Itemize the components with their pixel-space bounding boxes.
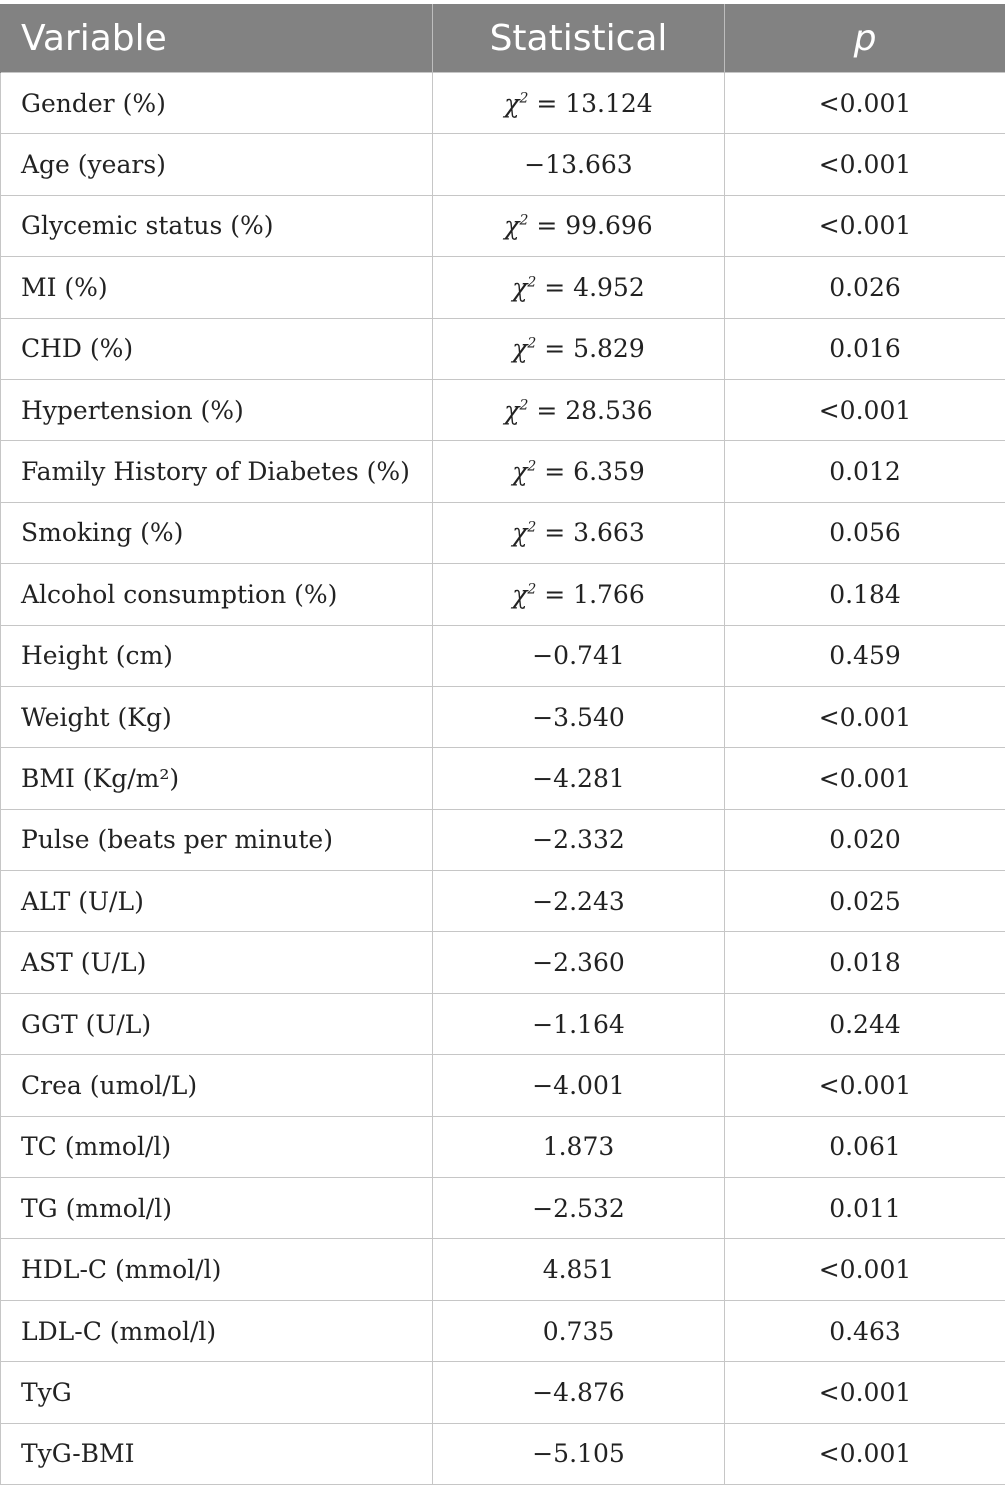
statistic-cell [433,1055,725,1116]
header-statistical: Statistical [433,4,725,73]
variable-cell: GGT (U/L) [1,993,433,1054]
variable-cell: Height (cm) [1,625,433,686]
p-value-cell: <0.001 [725,1055,1005,1116]
p-value-cell: 0.011 [725,1178,1005,1239]
p-value-cell: 0.184 [725,564,1005,625]
table-row [1,195,1005,256]
statistic-value: −5.105 [532,1439,625,1469]
table-row [1,1116,1005,1177]
statistic-cell [433,1239,725,1300]
table-row [1,1055,1005,1116]
statistic-cell [433,932,725,993]
p-value-cell: <0.001 [725,1423,1005,1484]
statistic-cell [433,871,725,932]
chi-square-symbol: $\chi^2$ [504,395,529,425]
table-row [1,809,1005,870]
variable-cell: Hypertension (%) [1,379,433,440]
variable-cell: BMI (Kg/m²) [1,748,433,809]
chi-square-symbol: $\chi^2$ [512,334,537,364]
statistic-value: = 4.952 [544,272,645,302]
table-row [1,564,1005,625]
statistic-value: = 6.359 [544,457,645,487]
statistic-cell [433,257,725,318]
p-value-cell: 0.244 [725,993,1005,1054]
statistic-value: −2.360 [532,948,625,978]
statistic-value: = 99.696 [536,211,653,241]
statistic-value: −4.876 [532,1377,625,1407]
variable-cell: Family History of Diabetes (%) [1,441,433,502]
table-row [1,1239,1005,1300]
p-value-cell: <0.001 [725,195,1005,256]
variable-cell: LDL-C (mmol/l) [1,1300,433,1361]
p-value-cell: <0.001 [725,73,1005,134]
table-row [1,932,1005,993]
chi-square-symbol: $\chi^2$ [512,579,537,609]
statistic-value: = 28.536 [536,395,653,425]
variable-cell: HDL-C (mmol/l) [1,1239,433,1300]
table-row [1,73,1005,134]
p-value-cell: <0.001 [725,686,1005,747]
variable-cell: TG (mmol/l) [1,1178,433,1239]
statistic-value: −2.243 [532,886,625,916]
p-value-cell: <0.001 [725,1362,1005,1423]
statistic-cell [433,502,725,563]
p-value-cell: <0.001 [725,134,1005,195]
statistic-cell [433,1178,725,1239]
variable-cell: TyG-BMI [1,1423,433,1484]
table-row [1,502,1005,563]
statistic-value: = 3.663 [544,518,645,548]
statistic-value: −1.164 [532,1009,625,1039]
statistic-value: 1.873 [542,1132,615,1162]
table-row [1,441,1005,502]
table-row [1,257,1005,318]
variable-cell: Weight (Kg) [1,686,433,747]
variable-cell: Smoking (%) [1,502,433,563]
statistic-cell [433,1362,725,1423]
variable-cell: MI (%) [1,257,433,318]
p-value-cell: <0.001 [725,748,1005,809]
table-row [1,686,1005,747]
statistic-cell [433,748,725,809]
statistic-cell [433,318,725,379]
statistic-value: −2.332 [532,825,625,855]
statistic-value: −4.001 [532,1070,625,1100]
statistic-cell [433,1423,725,1484]
statistic-value: = 5.829 [544,334,645,364]
variable-cell: CHD (%) [1,318,433,379]
chi-square-symbol: $\chi^2$ [512,457,537,487]
header-p [725,4,1005,73]
table-row [1,318,1005,379]
variable-cell: Glycemic status (%) [1,195,433,256]
statistic-value: −2.532 [532,1193,625,1223]
p-value-cell: <0.001 [725,379,1005,440]
table-row [1,993,1005,1054]
statistic-value: −0.741 [532,641,625,671]
table-row [1,625,1005,686]
statistic-value: −3.540 [532,702,625,732]
statistic-cell [433,625,725,686]
variable-cell: ALT (U/L) [1,871,433,932]
chi-square-symbol: $\chi^2$ [512,272,537,302]
statistic-value: 0.735 [542,1316,615,1346]
variable-cell: TC (mmol/l) [1,1116,433,1177]
p-value-cell: 0.026 [725,257,1005,318]
table-row [1,379,1005,440]
variable-cell: Gender (%) [1,73,433,134]
p-value-cell: 0.025 [725,871,1005,932]
statistic-cell [433,1300,725,1361]
variable-cell: Age (years) [1,134,433,195]
table-row [1,1423,1005,1484]
statistic-cell [433,73,725,134]
table-row [1,134,1005,195]
chi-square-symbol: $\chi^2$ [504,211,529,241]
p-value-cell: 0.012 [725,441,1005,502]
table-body [1,73,1005,1485]
p-value-cell: 0.020 [725,809,1005,870]
p-value-cell: 0.016 [725,318,1005,379]
table-row [1,748,1005,809]
table-row [1,1362,1005,1423]
header-variable: Variable [1,4,433,73]
table-header [1,4,1005,73]
statistic-cell [433,134,725,195]
statistic-cell [433,564,725,625]
statistic-cell [433,993,725,1054]
statistic-value: −13.663 [524,150,633,180]
statistic-cell [433,809,725,870]
variable-cell: Crea (umol/L) [1,1055,433,1116]
header-row [1,4,1005,73]
statistic-cell [433,686,725,747]
variable-cell: Alcohol consumption (%) [1,564,433,625]
statistic-cell [433,1116,725,1177]
statistic-value: = 1.766 [544,579,645,609]
p-value-cell: 0.056 [725,502,1005,563]
statistic-cell [433,441,725,502]
statistic-cell [433,379,725,440]
chi-square-symbol: $\chi^2$ [512,518,537,548]
statistics-table [0,4,1005,1485]
table-row [1,1300,1005,1361]
p-value-cell: <0.001 [725,1239,1005,1300]
variable-cell: Pulse (beats per minute) [1,809,433,870]
header-p-label: p [853,17,877,59]
table-row [1,871,1005,932]
statistic-value: = 13.124 [536,88,653,118]
statistic-cell [433,195,725,256]
chi-square-symbol: $\chi^2$ [504,88,529,118]
statistic-value: 4.851 [542,1255,615,1285]
p-value-cell: 0.463 [725,1300,1005,1361]
variable-cell: AST (U/L) [1,932,433,993]
variable-cell: TyG [1,1362,433,1423]
p-value-cell: 0.459 [725,625,1005,686]
statistic-value: −4.281 [532,763,625,793]
table-row [1,1178,1005,1239]
p-value-cell: 0.018 [725,932,1005,993]
p-value-cell: 0.061 [725,1116,1005,1177]
